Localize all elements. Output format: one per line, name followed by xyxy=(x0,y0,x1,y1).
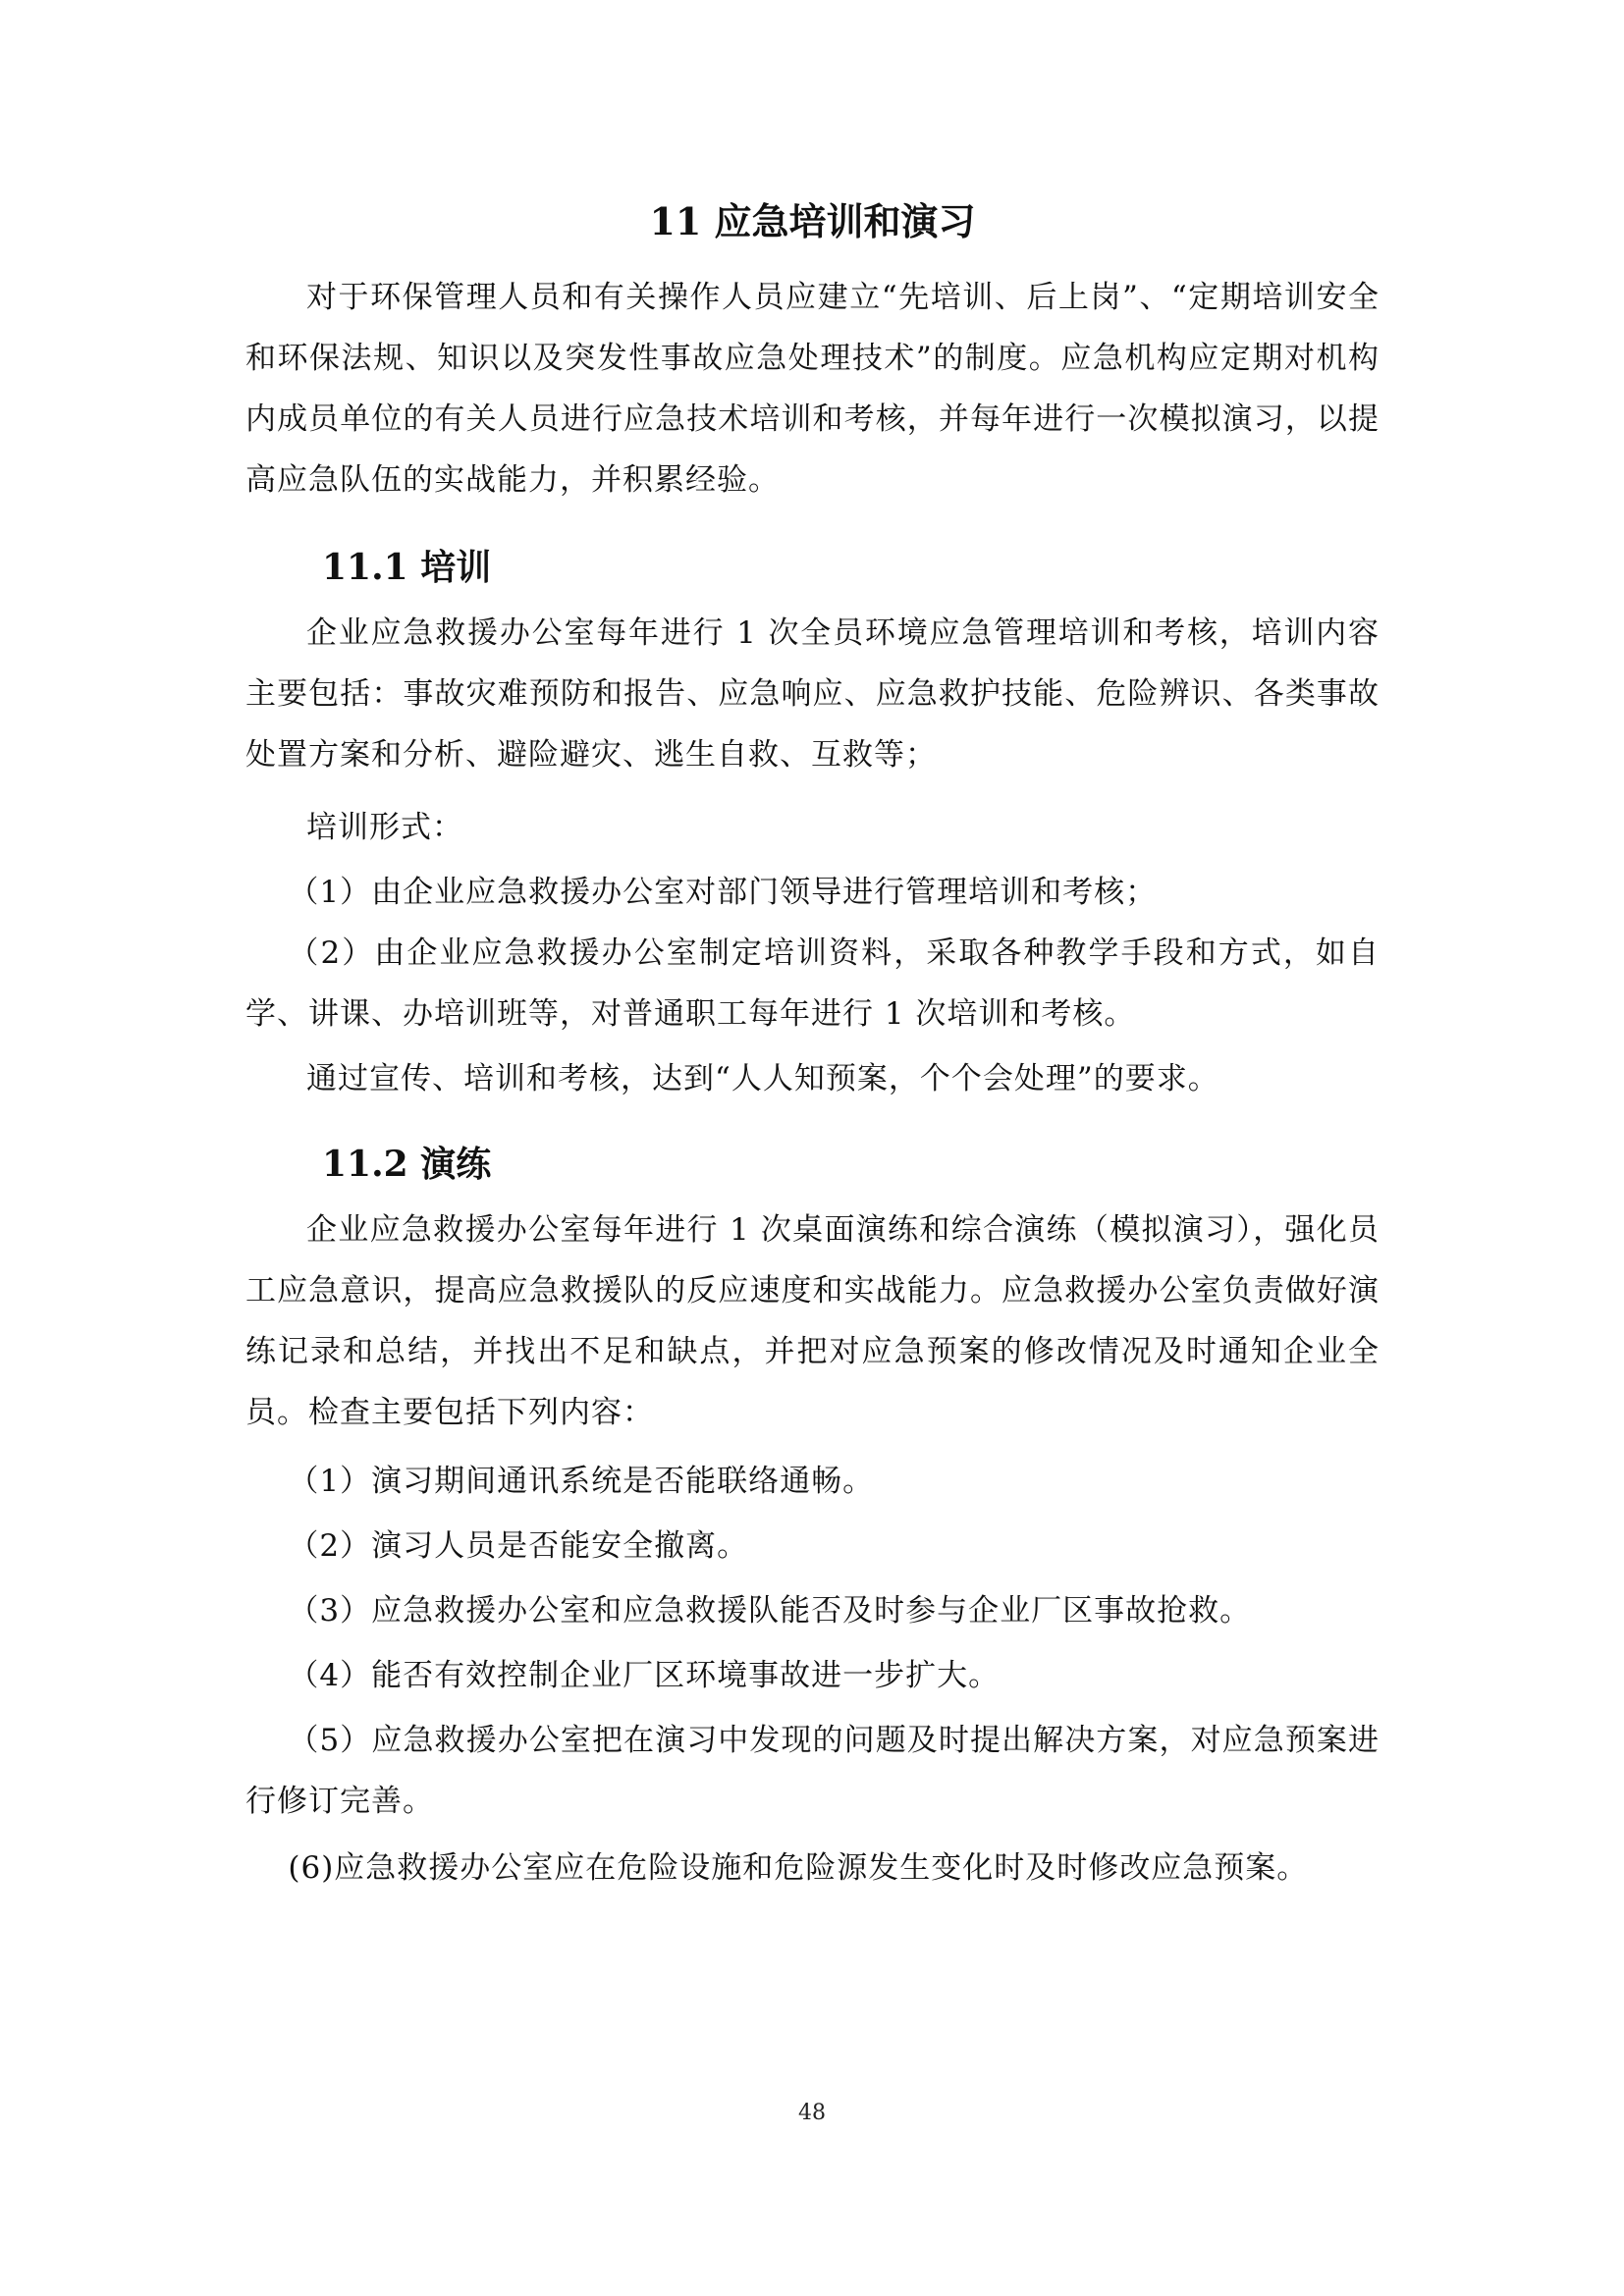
drill-paragraph: 企业应急救援办公室每年进行 1 次桌面演练和综合演练（模拟演习），强化员工应急意识，提高应急救援队的反应速度和实战能力。应急救援办公室负责做好演练记录和总结，并找出不足和缺点，并把对应急预案的修改情况及时通知企业全员。检查主要包括下列内容： xyxy=(245,1212,1380,1430)
training-closing: 通过宣传、培训和考核，达到“人人知预案，个个会处理”的要求。 xyxy=(306,1061,1219,1096)
intro-paragraph: 对于环保管理人员和有关操作人员应建立“先培训、后上岗”、“定期培训安全和环保法规、知识以及突发性事故应急处理技术”的制度。应急机构应定期对机构内成员单位的有关人员进行应急技术培训和考核，并每年进行一次模拟演习，以提高应急队伍的实战能力，并积累经验。 xyxy=(245,280,1380,498)
training-form-label: 培训形式： xyxy=(306,810,463,845)
training-item-2: （2）由企业应急救援办公室制定培训资料，采取各种教学手段和方式，如自学、讲课、办培训班等，对普通职工每年进行 1 次培训和考核。 xyxy=(245,935,1380,1032)
training-item-1: （1）由企业应急救援办公室对部门领导进行管理培训和考核； xyxy=(288,875,1158,910)
drill-item-5: （5）应急救援办公室把在演习中发现的问题及时提出解决方案，对应急预案进行修订完善。 xyxy=(245,1723,1380,1819)
drill-item-6: (6)应急救援办公室应在危险设施和危险源发生变化时及时修改应急预案。 xyxy=(288,1850,1309,1886)
training-paragraph: 企业应急救援办公室每年进行 1 次全员环境应急管理培训和考核，培训内容主要包括：事故灾难预防和报告、应急响应、应急救护技能、危险辨识、各类事故处置方案和分析、避险避灾、逃生自救、互救等； xyxy=(245,615,1380,773)
page-number: 48 xyxy=(798,2101,826,2125)
section-heading-drill: 11.2 演练 xyxy=(322,1144,492,1185)
chapter-title: 11 应急培训和演习 xyxy=(649,199,976,243)
drill-item-3: （3）应急救援办公室和应急救援队能否及时参与企业厂区事故抢救。 xyxy=(288,1593,1252,1629)
drill-item-1: （1）演习期间通讯系统是否能联络通畅。 xyxy=(288,1464,875,1499)
section-heading-training: 11.1 培训 xyxy=(322,547,492,588)
drill-item-2: （2）演习人员是否能安全撤离。 xyxy=(288,1528,749,1564)
drill-item-4: （4）能否有效控制企业厂区环境事故进一步扩大。 xyxy=(288,1658,1001,1693)
